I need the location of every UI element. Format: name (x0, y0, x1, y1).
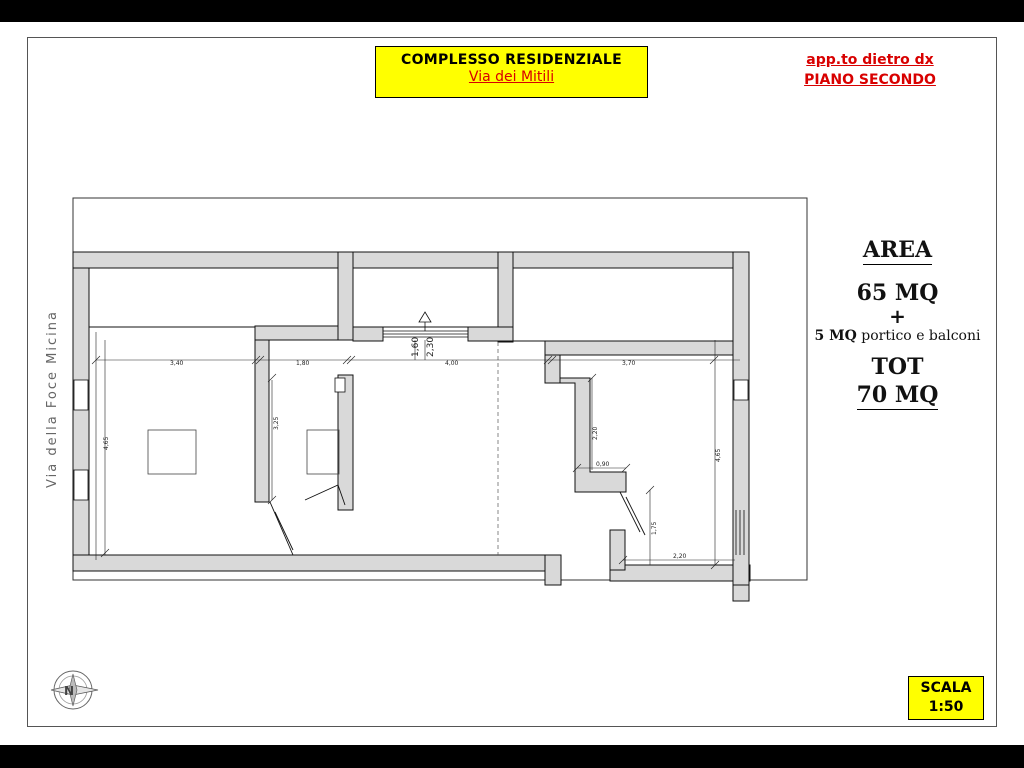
wall-bottom-left (73, 555, 555, 571)
dim-220-horizontal: 2,20 (673, 553, 687, 560)
door-living (270, 502, 293, 555)
wall-bedroom-top (255, 326, 338, 340)
window-top (383, 331, 468, 337)
wall-top (73, 252, 748, 268)
furniture-table (148, 430, 196, 474)
complex-address: Via dei Mitili (468, 69, 555, 85)
area-plus: + (889, 304, 906, 328)
svg-text:N: N (64, 684, 75, 698)
area-heading: AREA (862, 237, 933, 263)
drawing-sheet (0, 22, 1024, 745)
north-arrow-icon (51, 671, 98, 709)
opening-right-1 (734, 380, 748, 400)
wall-room2-right (338, 375, 353, 510)
wall-bottom-right (610, 565, 750, 581)
dim-400: 4,00 (445, 360, 459, 367)
scale-value: 1:50 (928, 699, 964, 715)
street-name: Via della Foce Micina (45, 310, 60, 488)
doors (270, 485, 645, 555)
dimension-lines (92, 332, 740, 569)
storage-left (88, 268, 338, 327)
unit-floor: PIANO SECONDO (804, 72, 936, 88)
area-total-heading: TOT (871, 354, 924, 380)
area-main: 65 MQ (856, 280, 939, 306)
dim-175: 1,75 (651, 521, 658, 535)
dim-465-right: 4,65 (715, 448, 722, 462)
wall-bath-low (610, 530, 625, 570)
opening-left-2 (74, 470, 88, 500)
wall-bath-top (545, 341, 733, 355)
dim-370: 3,70 (622, 360, 636, 367)
wall-bottom-mid (545, 555, 561, 585)
wall-right (733, 252, 749, 585)
opening-left-1 (74, 380, 88, 410)
complex-title: COMPLESSO RESIDENZIALE (401, 52, 622, 68)
furniture-bed (307, 430, 339, 474)
area-extra-value: 5 MQ (814, 328, 857, 344)
walls (73, 252, 750, 601)
area-extra-desc: portico e balconi (861, 328, 981, 344)
door-bath (620, 492, 640, 532)
area-total: 70 MQ (856, 382, 939, 408)
dim-090: 0,90 (596, 461, 610, 468)
dim-325: 3,25 (273, 416, 280, 430)
area-summary (795, 236, 1000, 410)
unit-position: app.to dietro dx (806, 52, 934, 68)
dim-220-vertical: 2,20 (592, 426, 599, 440)
wall-bedroom-mid (255, 340, 269, 502)
area-extra (795, 325, 1000, 347)
wall-right-foot (733, 585, 749, 601)
scale-box (908, 676, 984, 720)
storage-right (513, 268, 733, 341)
wall-window-right (468, 327, 513, 341)
wall-part-1 (338, 252, 353, 340)
dim-465-left: 4,65 (103, 436, 110, 450)
dim-180: 1,80 (296, 360, 310, 367)
dim-230: 2,30 (426, 336, 436, 357)
wall-left (73, 268, 89, 571)
scale-label: SCALA (920, 680, 972, 696)
dim-340: 3,40 (170, 360, 184, 367)
dim-160: 1,60 (411, 336, 421, 357)
wall-window-left (353, 327, 383, 341)
